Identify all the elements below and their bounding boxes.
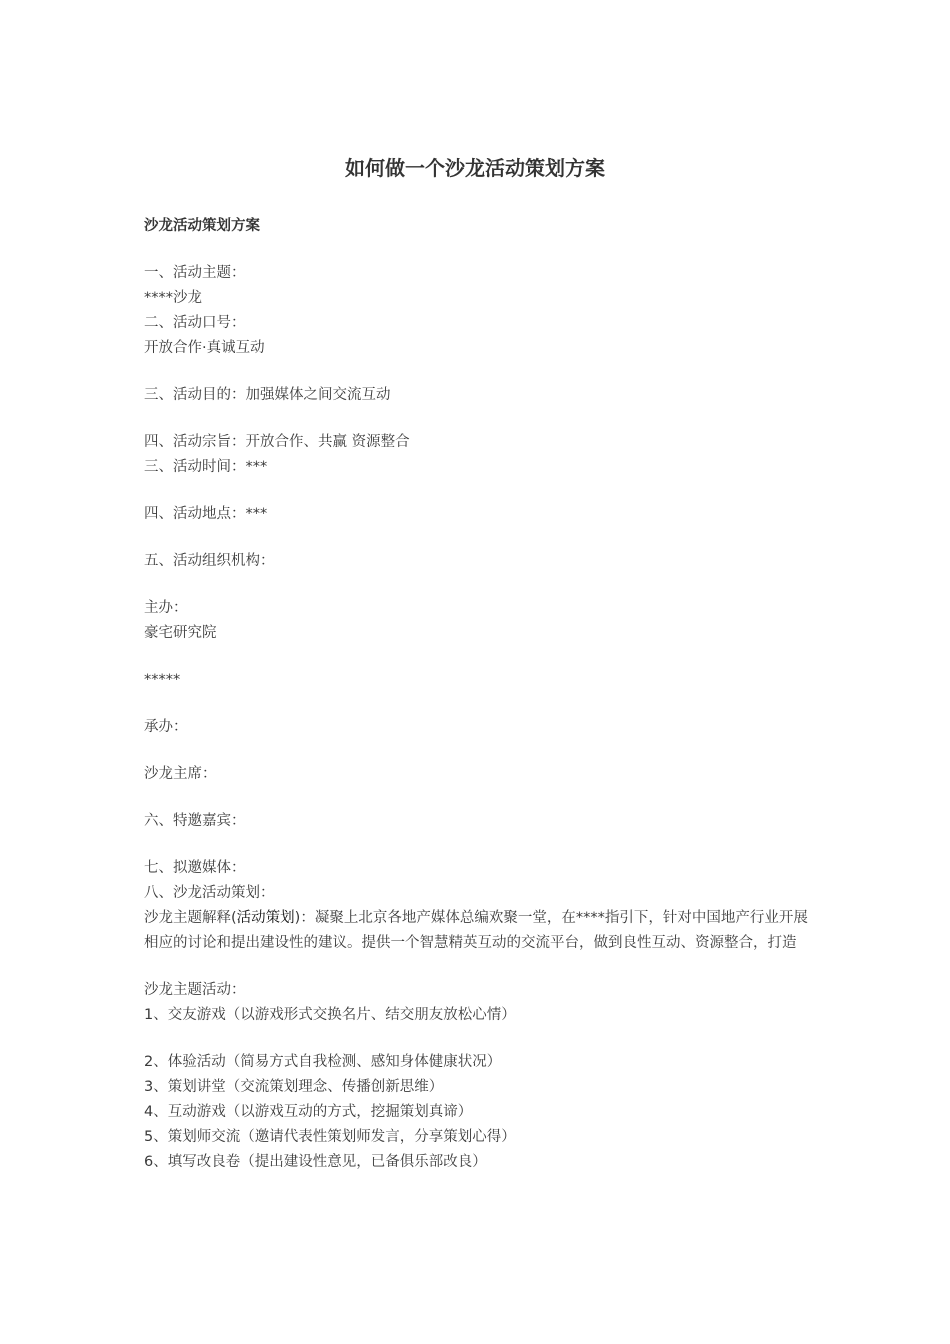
host-label: 主办： [144, 600, 188, 616]
list-item: 1、交友游戏（以游戏形式交换名片、结交朋友放松心情） [144, 1007, 516, 1023]
location-line: 四、活动地点：*** [144, 506, 268, 522]
activities-label: 沙龙主题活动： [144, 982, 246, 998]
media-label: 七、拟邀媒体： [144, 860, 246, 876]
list-item: 3、策划讲堂（交流策划理念、传播创新思维） [144, 1079, 444, 1095]
plan-label: 八、沙龙活动策划： [144, 885, 275, 901]
list-item: 6、填写改良卷（提出建设性意见，已备俱乐部改良） [144, 1154, 487, 1170]
section-subtitle: 沙龙活动策划方案 [144, 218, 260, 234]
theme-label: 一、活动主题： [144, 265, 246, 281]
activity-plan-link[interactable]: 活动策划 [236, 910, 295, 926]
theme-explanation [144, 906, 809, 956]
list-item: 2、体验活动（简易方式自我检测、感知身体健康状况） [144, 1054, 502, 1070]
host-other: ***** [144, 672, 181, 688]
slogan-value: 开放合作·真诚互动 [144, 340, 265, 356]
purpose-line: 三、活动目的：加强媒体之间交流互动 [144, 387, 391, 403]
list-item: 4、互动游戏（以游戏互动的方式，挖掘策划真谛） [144, 1104, 473, 1120]
organizer-label: 承办： [144, 719, 188, 735]
chair-label: 沙龙主席： [144, 766, 217, 782]
document-title: 如何做一个沙龙活动策划方案 [345, 156, 605, 180]
explain-text: )：凝聚上北京各地产媒体总编欢聚一堂，在****指引下，针对中国地产行业开展相应的讨论和提出建设性的建议。提供一个智慧精英互动的交流平台，做到良性互动、资源整合，打造 [144, 910, 808, 951]
time-line: 三、活动时间：*** [144, 459, 268, 475]
list-item: 5、策划师交流（邀请代表性策划师发言，分享策划心得） [144, 1129, 516, 1145]
slogan-label: 二、活动口号： [144, 315, 246, 331]
explain-prefix: 沙龙主题解释( [144, 910, 237, 926]
organization-line: 五、活动组织机构： [144, 553, 275, 569]
tenet-line: 四、活动宗旨：开放合作、共赢 资源整合 [144, 434, 410, 450]
host-value: 豪宅研究院 [144, 625, 217, 641]
guests-label: 六、特邀嘉宾： [144, 813, 246, 829]
theme-value: ****沙龙 [144, 290, 202, 306]
document-body [144, 214, 809, 1175]
